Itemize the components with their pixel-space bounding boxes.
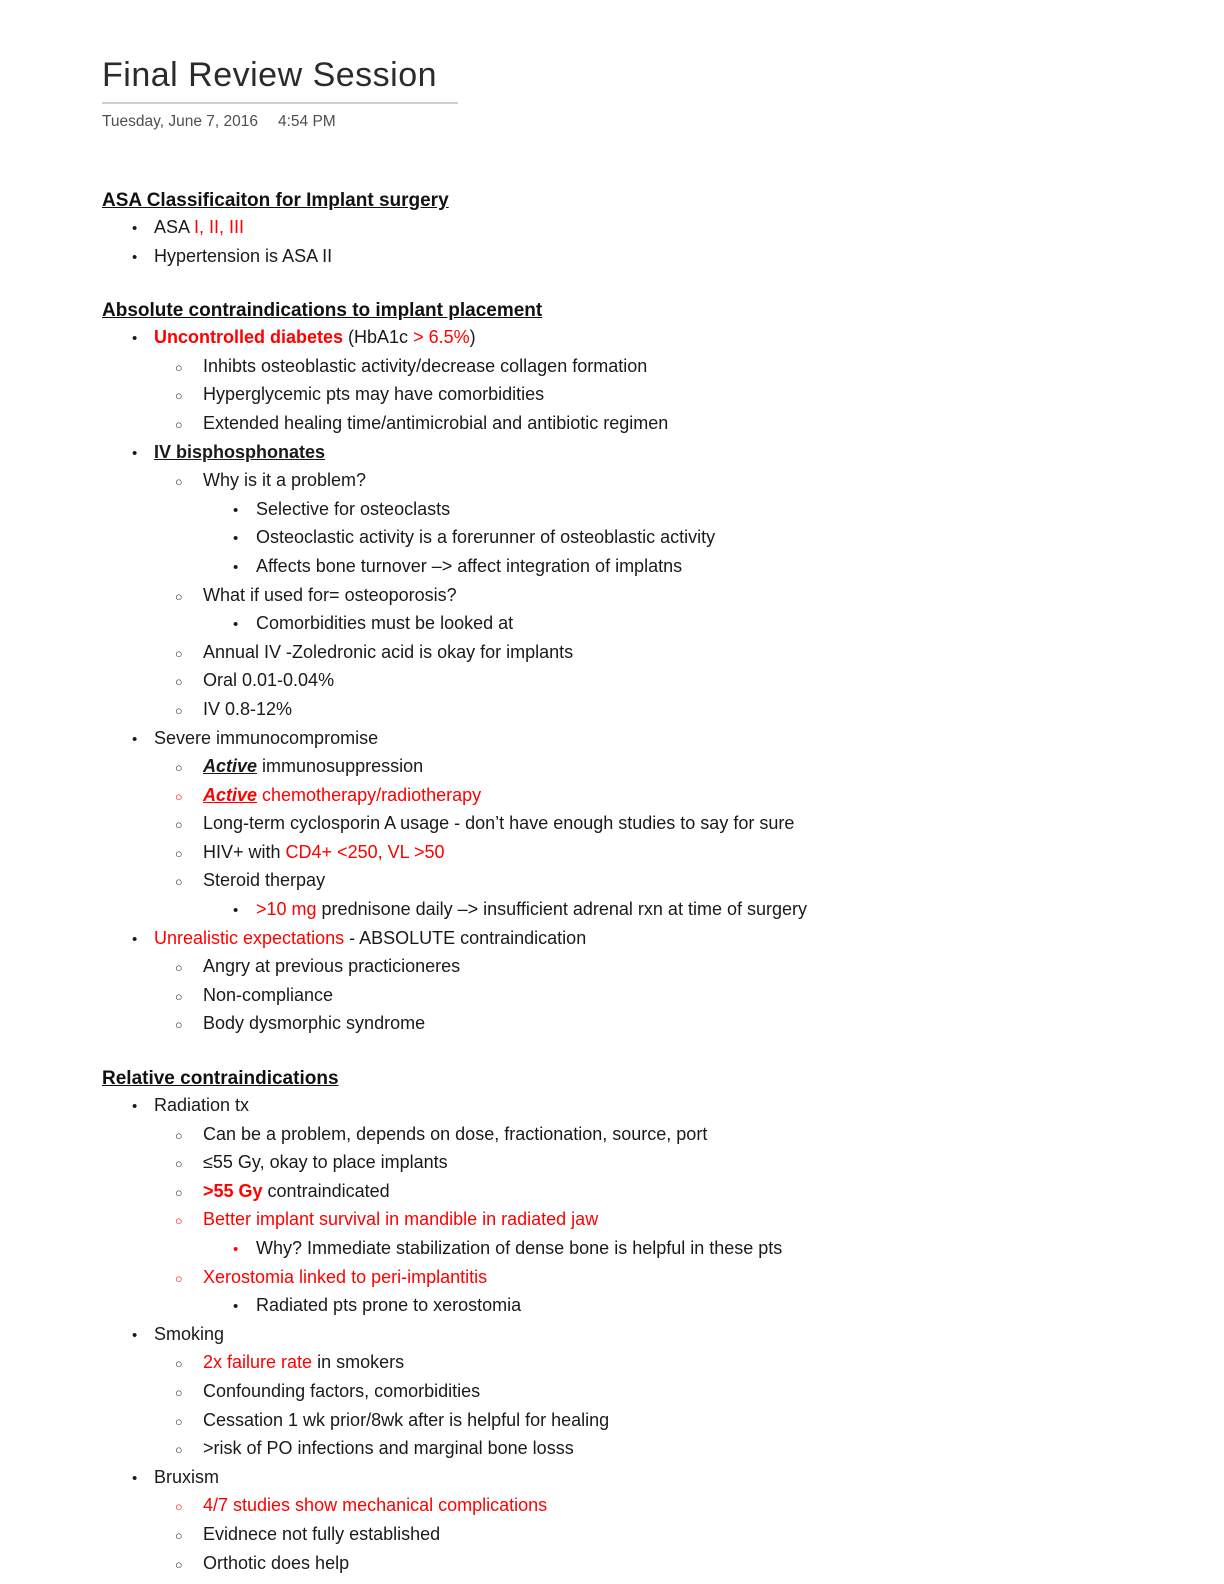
list-item-text: Unrealistic expectations - ABSOLUTE contraindication bbox=[154, 927, 587, 948]
dot-bullet-icon: • bbox=[233, 558, 239, 576]
list-item-text: Xerostomia linked to peri-implantitis bbox=[203, 1266, 488, 1287]
list-item bbox=[102, 439, 1184, 468]
section-0 bbox=[102, 187, 1184, 271]
list-item-text: Evidnece not fully established bbox=[203, 1523, 441, 1544]
list-item-text: >risk of PO infections and marginal bone losss bbox=[203, 1438, 574, 1459]
circle-bullet-icon: ○ bbox=[175, 1385, 183, 1400]
list-item-text: Why is it a problem? bbox=[203, 470, 367, 491]
circle-bullet-icon: ○ bbox=[175, 989, 183, 1004]
list-item-text: Selective for osteoclasts bbox=[256, 498, 451, 519]
list-item bbox=[102, 925, 1184, 954]
list-item bbox=[102, 667, 1184, 696]
list-item bbox=[102, 243, 1184, 272]
creation-time: 4:54 PM bbox=[277, 113, 336, 130]
list-item-text: >10 mg prednisone daily –> insufficient adrenal rxn at time of surgery bbox=[256, 899, 807, 920]
list-item bbox=[102, 1407, 1184, 1436]
dot-bullet-icon: • bbox=[132, 330, 138, 348]
list-item-text: Radiation tx bbox=[154, 1095, 250, 1116]
section-heading: Relative contraindications bbox=[102, 1068, 339, 1090]
list-item bbox=[102, 381, 1184, 410]
list-item bbox=[102, 753, 1184, 782]
list-item bbox=[102, 982, 1184, 1011]
circle-bullet-icon: ○ bbox=[175, 789, 183, 804]
list-item-text: 2x failure rate in smokers bbox=[203, 1352, 405, 1373]
list-item-text: Affects bone turnover –> affect integration of implatns bbox=[256, 555, 683, 576]
list-item-text: Better implant survival in mandible in radiated jaw bbox=[203, 1209, 599, 1230]
dot-bullet-icon: • bbox=[233, 616, 239, 634]
list-item-text: IV bisphosphonates bbox=[154, 441, 326, 462]
page-title: Final Review Session bbox=[102, 56, 458, 104]
list-item bbox=[102, 810, 1184, 839]
section-heading: ASA Classificaiton for Implant surgery bbox=[102, 190, 449, 211]
list-item bbox=[102, 1550, 1184, 1579]
list-item-text: Orthotic does help bbox=[203, 1552, 350, 1573]
circle-bullet-icon: ○ bbox=[175, 846, 183, 861]
list-item-text: Annual IV -Zoledronic acid is okay for implants bbox=[203, 641, 574, 662]
list-item-text: Hyperglycemic pts may have comorbidities bbox=[203, 384, 545, 405]
list-item bbox=[102, 1264, 1184, 1293]
section-2 bbox=[102, 1065, 1184, 1578]
list-item bbox=[102, 582, 1184, 611]
circle-bullet-icon: ○ bbox=[175, 360, 183, 375]
list-item bbox=[102, 353, 1184, 382]
circle-bullet-icon: ○ bbox=[175, 961, 183, 976]
list-item bbox=[102, 1292, 1184, 1321]
list-item-text: Severe immunocompromise bbox=[154, 727, 379, 748]
list-item bbox=[102, 1178, 1184, 1207]
list-item bbox=[102, 896, 1184, 925]
circle-bullet-icon: ○ bbox=[175, 1357, 183, 1372]
list-item-text: Extended healing time/antimicrobial and antibiotic regimen bbox=[203, 412, 669, 433]
list-item bbox=[102, 639, 1184, 668]
dot-bullet-icon: • bbox=[132, 248, 138, 266]
dot-bullet-icon: • bbox=[233, 530, 239, 548]
circle-bullet-icon: ○ bbox=[175, 1214, 183, 1229]
circle-bullet-icon: ○ bbox=[175, 1157, 183, 1172]
section-heading: Absolute contraindications to implant placement bbox=[102, 300, 543, 322]
list-item-text: Comorbidities must be looked at bbox=[256, 613, 514, 634]
list-item-text: Steroid therpay bbox=[203, 870, 326, 891]
circle-bullet-icon: ○ bbox=[175, 1185, 183, 1200]
date-line bbox=[102, 113, 1184, 131]
list-item-text: Long-term cyclosporin A usage - don’t have enough studies to say for sure bbox=[203, 813, 795, 834]
list-item bbox=[102, 324, 1184, 353]
list-item-text: ≤55 Gy, okay to place implants bbox=[203, 1152, 448, 1173]
list-item bbox=[102, 1378, 1184, 1407]
dot-bullet-icon: • bbox=[132, 220, 138, 237]
list-item-text: What if used for= osteoporosis? bbox=[203, 584, 457, 605]
dot-bullet-icon: • bbox=[233, 1241, 239, 1258]
circle-bullet-icon: ○ bbox=[175, 1414, 183, 1429]
list-item-text: Why? Immediate stabilization of dense bone is helpful in these pts bbox=[256, 1238, 783, 1258]
list-item bbox=[102, 1435, 1184, 1464]
list-item-text: Confounding factors, comorbidities bbox=[203, 1380, 481, 1401]
list-item-text: Can be a problem, depends on dose, fractionation, source, port bbox=[203, 1123, 708, 1144]
list-item-text: Non-compliance bbox=[203, 984, 334, 1005]
creation-date: Tuesday, June 7, 2016 bbox=[102, 113, 258, 130]
list-item bbox=[102, 410, 1184, 439]
list-item bbox=[102, 1206, 1184, 1235]
dot-bullet-icon: • bbox=[233, 501, 239, 519]
circle-bullet-icon: ○ bbox=[175, 1528, 183, 1543]
list-item-text: Osteoclastic activity is a forerunner of osteoblastic activity bbox=[256, 527, 716, 548]
list-item-text: Cessation 1 wk prior/8wk after is helpful for healing bbox=[203, 1409, 610, 1430]
list-item-text: ASA I, II, III bbox=[154, 217, 245, 237]
list-item bbox=[102, 553, 1184, 582]
dot-bullet-icon: • bbox=[132, 930, 138, 948]
list-item bbox=[102, 1010, 1184, 1039]
list-item bbox=[102, 610, 1184, 639]
dot-bullet-icon: • bbox=[132, 1469, 138, 1487]
list-item bbox=[102, 467, 1184, 496]
circle-bullet-icon: ○ bbox=[175, 417, 183, 432]
list-item bbox=[102, 725, 1184, 754]
list-item-text: HIV+ with CD4+ <250, VL >50 bbox=[203, 841, 445, 862]
list-item-text: Inhibts osteoblastic activity/decrease collagen formation bbox=[203, 355, 648, 376]
dot-bullet-icon: • bbox=[132, 444, 138, 462]
list-item bbox=[102, 1121, 1184, 1150]
list-item-text: Radiated pts prone to xerostomia bbox=[256, 1295, 522, 1316]
circle-bullet-icon: ○ bbox=[175, 875, 183, 890]
list-item bbox=[102, 1521, 1184, 1550]
dot-bullet-icon: • bbox=[233, 1298, 239, 1316]
list-item bbox=[102, 839, 1184, 868]
list-item-text: Active immunosuppression bbox=[203, 756, 424, 777]
list-item bbox=[102, 1349, 1184, 1378]
list-item-text: Body dysmorphic syndrome bbox=[203, 1013, 426, 1034]
list-item bbox=[102, 496, 1184, 525]
list-item-text: Hypertension is ASA II bbox=[154, 245, 333, 266]
list-item bbox=[102, 1149, 1184, 1178]
circle-bullet-icon: ○ bbox=[175, 389, 183, 404]
dot-bullet-icon: • bbox=[132, 730, 138, 748]
list-item-text: Uncontrolled diabetes (HbA1c > 6.5%) bbox=[154, 327, 476, 348]
circle-bullet-icon: ○ bbox=[175, 1443, 183, 1458]
list-item bbox=[102, 1092, 1184, 1121]
sections bbox=[102, 187, 1184, 1578]
dot-bullet-icon: • bbox=[132, 1098, 138, 1116]
list-item-text: IV 0.8-12% bbox=[203, 698, 293, 719]
list-item bbox=[102, 953, 1184, 982]
list-item bbox=[102, 1492, 1184, 1521]
dot-bullet-icon: • bbox=[132, 1326, 138, 1344]
circle-bullet-icon: ○ bbox=[175, 589, 183, 604]
dot-bullet-icon: • bbox=[233, 902, 239, 920]
list-item bbox=[102, 696, 1184, 725]
circle-bullet-icon: ○ bbox=[175, 1128, 183, 1143]
list-item bbox=[102, 867, 1184, 896]
list-item bbox=[102, 1235, 1184, 1264]
list-item bbox=[102, 782, 1184, 811]
circle-bullet-icon: ○ bbox=[175, 1500, 183, 1515]
list-item-text: Oral 0.01-0.04% bbox=[203, 670, 335, 691]
list-item-text: Active chemotherapy/radiotherapy bbox=[203, 784, 482, 805]
circle-bullet-icon: ○ bbox=[175, 761, 183, 776]
circle-bullet-icon: ○ bbox=[175, 703, 183, 718]
circle-bullet-icon: ○ bbox=[175, 818, 183, 833]
circle-bullet-icon: ○ bbox=[175, 646, 183, 661]
section-1 bbox=[102, 297, 1184, 1039]
list-item bbox=[102, 1321, 1184, 1350]
list-item-text: Smoking bbox=[154, 1323, 225, 1344]
list-item bbox=[102, 214, 1184, 243]
circle-bullet-icon: ○ bbox=[175, 475, 183, 490]
list-item bbox=[102, 1464, 1184, 1493]
list-item-text: >55 Gy contraindicated bbox=[203, 1180, 390, 1201]
circle-bullet-icon: ○ bbox=[175, 1271, 183, 1286]
list-item-text: Bruxism bbox=[154, 1466, 220, 1487]
circle-bullet-icon: ○ bbox=[175, 1018, 183, 1033]
list-item-text: 4/7 studies show mechanical complications bbox=[203, 1495, 548, 1516]
list-item-text: Angry at previous practicioneres bbox=[203, 956, 461, 977]
circle-bullet-icon: ○ bbox=[175, 675, 183, 690]
circle-bullet-icon: ○ bbox=[175, 1557, 183, 1572]
list-item bbox=[102, 524, 1184, 553]
